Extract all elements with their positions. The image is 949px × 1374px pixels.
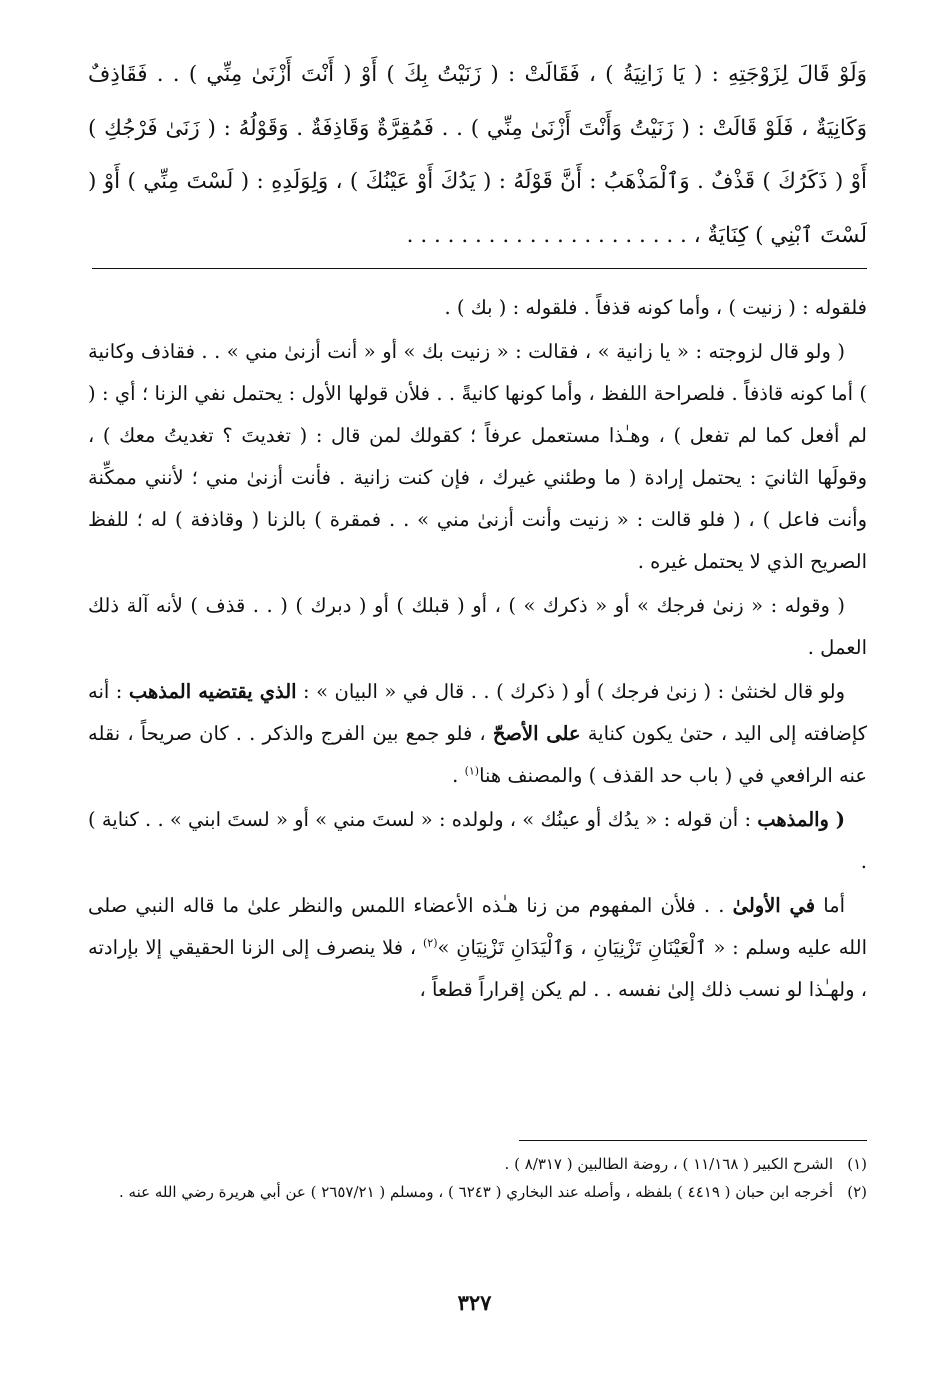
- p4-bold-1: الذي يقتضيه المذهب: [128, 680, 297, 703]
- commentary-paragraph-4: [88, 671, 867, 797]
- commentary-paragraph-1: فلقوله : ( زنيت ) ، وأما كونه قذفاً . فلقوله : ( بك ) .: [444, 296, 867, 319]
- p4-text-end: .: [452, 764, 459, 787]
- p6-text-d: ، فلا ينصرف إلى الزنا الحقيقي إلا بإرادته ، ولهـٰذا لو نسب ذلك إلىٰ نفسه . . لم يكن إقراراً قطعاً ،: [88, 936, 867, 1001]
- footnotes: [88, 1150, 867, 1206]
- footnote-number: (٢): [847, 1183, 867, 1201]
- commentary-paragraph-5: [88, 799, 867, 883]
- footnote-separator-line: [519, 1140, 867, 1141]
- matn-text: وَلَوْ قَالَ لِزَوْجَتِهِ : ( يَا زَانِيَةُ ) ، فَقَالَتْ : ( زَنَيْتُ بِكَ ) أَوْ ( أَنْتَ أَزْنَىٰ مِنِّي ) . . فَقَاذِفٌ وَكَانِيَةٌ ، فَلَوْ قَالَتْ : ( زَنَيْتُ وَأَنْتَ أَزْنَىٰ مِنِّي ) . . فَمُقِرَّةٌ وَقَاذِفَةٌ . وَقَوْلُهُ : ( زَنَىٰ فَرْجُكِ ) أَوْ ( ذَكَرُكَ ) قَذْفٌ . وَٱلْمَذْهَبُ : أَنَّ قَوْلَهُ : ( يَدُكَ أَوْ عَيْنُكَ ) ، وَلِوَلَدِهِ : ( لَسْتَ مِنِّي ) أَوْ ( لَسْتَ ٱبْنِي ) كِنَايَةٌ ، . . . . . . . . . . . . . . . . . . . . .: [88, 62, 867, 248]
- p5-text: : أن قوله : « يدُك أو عينُك » ، ولولده : « لستَ مني » أو « لستَ ابني » . . كناية ) .: [88, 808, 867, 873]
- p4-text-c: : أنه كإضافته إلى اليد ، حتىٰ يكون كناية: [88, 680, 867, 745]
- footnote-text: أخرجه ابن حبان ( ٤٤١٩ ) بلفظه ، وأصله عند البخاري ( ٦٢٤٣ ) ، ومسلم ( ٢٦٥٧/٢١ ) عن أبي هريرة رضي الله عنه .: [119, 1183, 833, 1201]
- footnote-ref-2: (٢): [423, 936, 438, 950]
- commentary-text: [88, 287, 867, 1013]
- footnote-2: [88, 1178, 867, 1206]
- p4-text-d: ، فلو جمع بين الفرج والذكر . . كان صريحاً ، نقله عنه الرافعي في ( باب حد القذف ) والمصنف هنا: [88, 722, 867, 787]
- footnote-number: (١): [847, 1155, 867, 1173]
- page-number: ٣٢٧: [457, 1290, 492, 1315]
- p4-text-a: ولو قال لخنثىٰ : ( زنىٰ فرجك ) أو ( ذكرك ) . . قال في « البيان » :: [303, 680, 845, 703]
- matn-separator-line: [92, 268, 867, 269]
- p4-bold-2: على الأصحّ: [492, 722, 581, 745]
- commentary-paragraph-6: [88, 885, 867, 1011]
- footnote-1: [88, 1150, 867, 1178]
- p6-text-a: أما: [823, 894, 846, 917]
- p5-bold: ( والمذهب: [757, 808, 846, 831]
- commentary-paragraph-2: ( ولو قال لزوجته : « يا زانية » ، فقالت : « زنيت بك » أو « أنت أزنىٰ مني » . . فقاذف وكانية ) أما كونه قاذفاً . فلصراحة اللفظ ، وأما كونها كانيةً . . فلأن قولها الأول : يحتمل نفي الزنا ؛ أي : ( لم أفعل كما لم تفعل ) ، وهـٰذا مستعمل عرفاً ؛ كقولك لمن قال : ( تغديتَ ؟ تغديتُ معك ) ، وقولَها الثانيَ : يحتمل إرادة ( ما وطئني غيرك ، فإن كنت زانية . فأنت أزنىٰ مني ؛ لأنني ممكِّنة وأنت فاعل ) ، ( فلو قالت : « زنيت وأنت أزنىٰ مني » . . فمقرة ) بالزنا ( وقاذفة ) له ؛ للفظ الصريح الذي لا يحتمل غيره .: [88, 340, 867, 573]
- p6-bold: في الأولىٰ: [732, 894, 816, 917]
- p6-text-c: . . فلأن المفهوم من زنا هـٰذه الأعضاء اللمس والنظر علىٰ ما قاله النبي صلى الله عليه وسلم : « ٱلْعَيْنَانِ تَزْنِيَانِ ، وَٱلْيَدَانِ تَزْنِيَانِ »: [88, 894, 867, 959]
- commentary-paragraph-3: ( وقوله : « زنىٰ فرجك » أو « ذكرك » ) ، أو ( قبلك ) أو ( دبرك ) ( . . قذف ) لأنه آلة ذلك العمل .: [88, 594, 867, 659]
- footnote-ref-1: (١): [464, 764, 480, 778]
- footnote-text: الشرح الكبير ( ١١/١٦٨ ) ، روضة الطالبين ( ٨/٣١٧ ) .: [504, 1155, 833, 1173]
